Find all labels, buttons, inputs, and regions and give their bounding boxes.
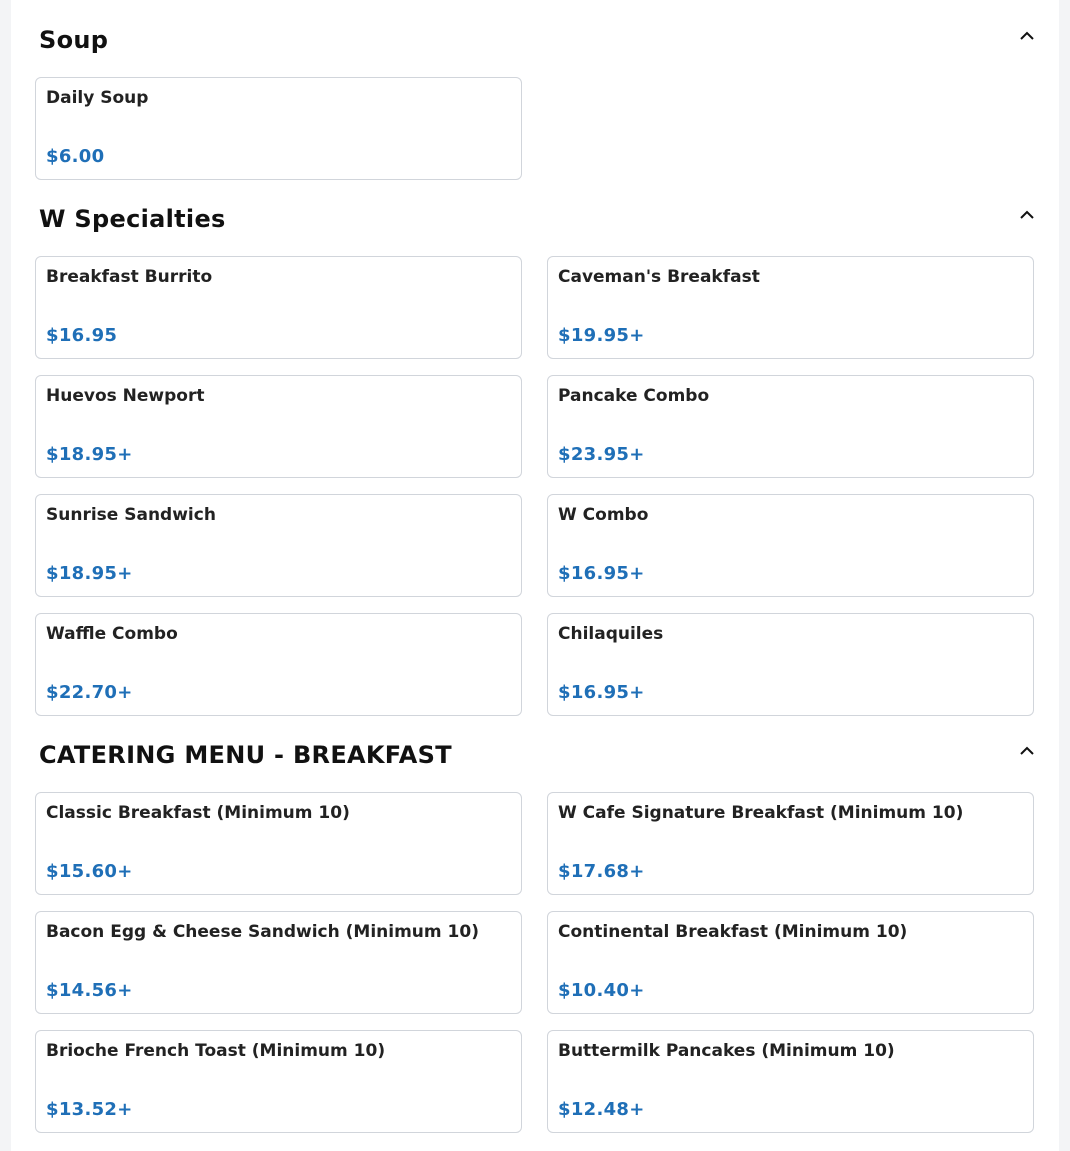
item-name: Brioche French Toast (Minimum 10) — [46, 1041, 386, 1061]
menu-item-card[interactable] — [35, 375, 522, 478]
menu-item-card[interactable] — [35, 613, 522, 716]
item-price: $19.95+ — [558, 325, 645, 346]
item-price: $23.95+ — [558, 444, 645, 465]
section-catering-breakfast — [11, 715, 1059, 1120]
item-name: W Combo — [558, 505, 649, 525]
section-soup — [11, 0, 1059, 167]
item-price: $18.95+ — [46, 444, 133, 465]
item-price: $6.00 — [46, 146, 105, 167]
menu-item-card[interactable] — [35, 792, 522, 895]
menu-page — [11, 0, 1059, 1151]
item-name: Continental Breakfast (Minimum 10) — [558, 922, 908, 942]
menu-item-card[interactable] — [547, 375, 1034, 478]
chevron-up-icon[interactable] — [1015, 203, 1039, 227]
section-title: CATERING MENU - BREAKFAST — [39, 741, 452, 769]
menu-item-card[interactable] — [35, 256, 522, 359]
item-name: Sunrise Sandwich — [46, 505, 216, 525]
menu-item-card[interactable] — [547, 792, 1034, 895]
item-name: Breakfast Burrito — [46, 267, 213, 287]
item-price: $16.95 — [46, 325, 118, 346]
menu-item-card[interactable] — [547, 911, 1034, 1014]
section-header[interactable] — [11, 715, 1059, 775]
menu-item-card[interactable] — [35, 911, 522, 1014]
menu-item-card[interactable] — [547, 494, 1034, 597]
item-price: $13.52+ — [46, 1099, 133, 1120]
item-price: $10.40+ — [558, 980, 645, 1001]
chevron-up-icon[interactable] — [1015, 24, 1039, 48]
menu-item-card[interactable] — [547, 613, 1034, 716]
item-price: $14.56+ — [46, 980, 133, 1001]
section-title: Soup — [39, 26, 109, 54]
chevron-up-icon[interactable] — [1015, 739, 1039, 763]
item-name: Waffle Combo — [46, 624, 178, 644]
item-name: Classic Breakfast (Minimum 10) — [46, 803, 350, 823]
item-name: Caveman's Breakfast — [558, 267, 760, 287]
section-header[interactable] — [11, 179, 1059, 239]
item-name: Daily Soup — [46, 88, 149, 108]
item-name: Pancake Combo — [558, 386, 710, 406]
item-name: Bacon Egg & Cheese Sandwich (Minimum 10) — [46, 922, 479, 942]
item-name: Chilaquiles — [558, 624, 664, 644]
item-price: $12.48+ — [558, 1099, 645, 1120]
item-name: W Cafe Signature Breakfast (Minimum 10) — [558, 803, 964, 823]
menu-item-card[interactable] — [35, 1030, 522, 1133]
section-header[interactable] — [11, 0, 1059, 60]
item-price: $17.68+ — [558, 861, 645, 882]
item-price: $16.95+ — [558, 682, 645, 703]
item-name: Huevos Newport — [46, 386, 205, 406]
item-name: Buttermilk Pancakes (Minimum 10) — [558, 1041, 895, 1061]
section-w-specialties — [11, 179, 1059, 703]
menu-item-card[interactable] — [35, 494, 522, 597]
item-price: $22.70+ — [46, 682, 133, 703]
section-title: W Specialties — [39, 205, 226, 233]
item-price: $18.95+ — [46, 563, 133, 584]
item-price: $15.60+ — [46, 861, 133, 882]
item-price: $16.95+ — [558, 563, 645, 584]
menu-item-card[interactable] — [547, 256, 1034, 359]
menu-item-card[interactable] — [547, 1030, 1034, 1133]
menu-item-card[interactable] — [35, 77, 522, 180]
